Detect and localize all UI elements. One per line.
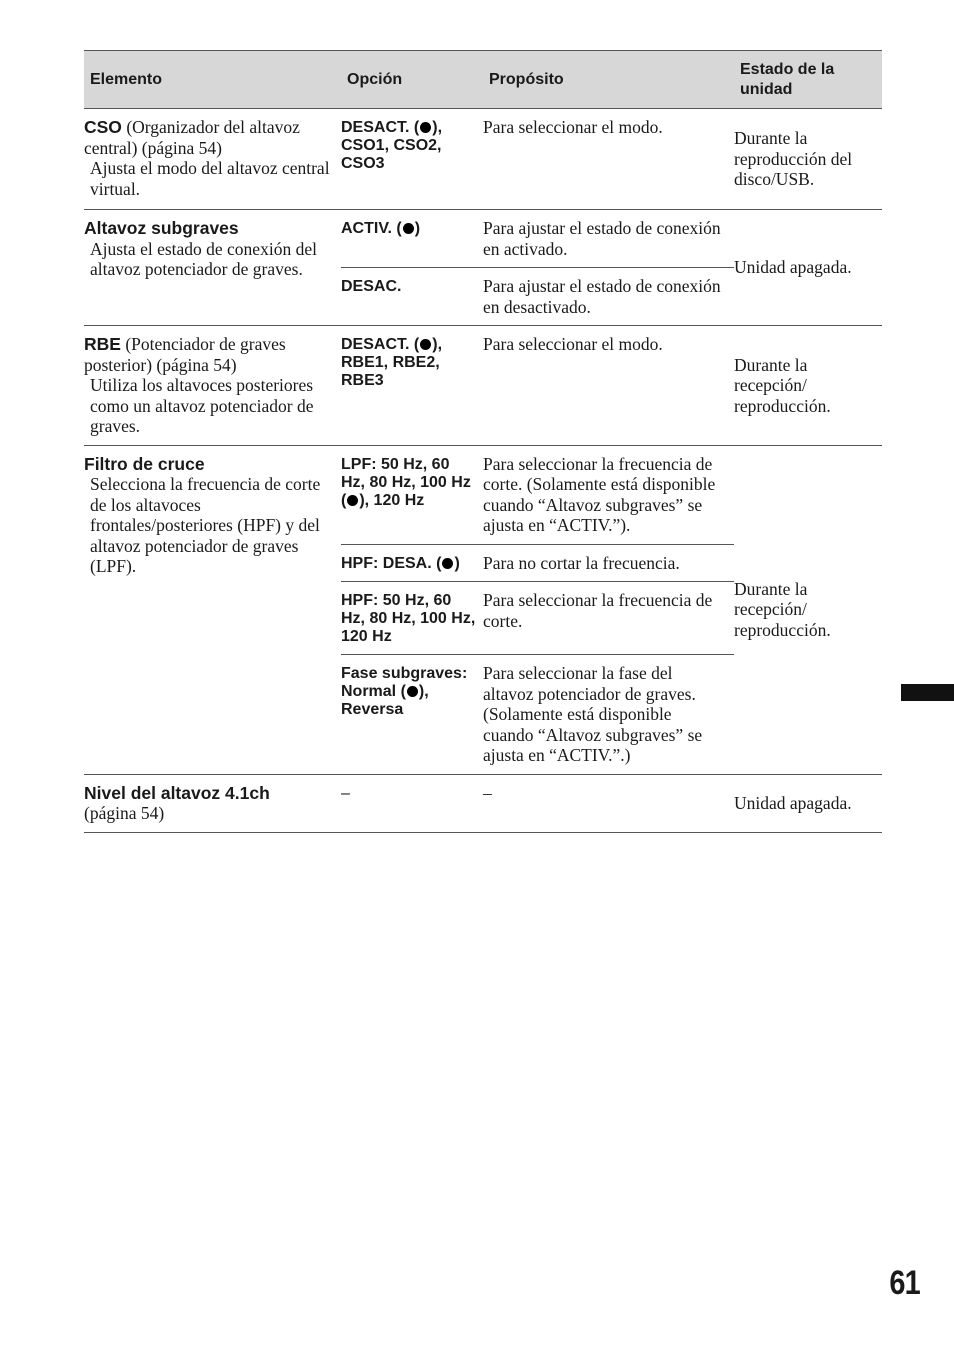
purpose-cell: Para seleccionar el modo. [483, 326, 734, 446]
item-title-suffix: (Potenciador de graves posterior) (página 54) [84, 334, 286, 375]
option-text: ACTIV. ( [341, 220, 402, 237]
purpose-cell: – [483, 774, 734, 832]
option-text: Fase subgraves: Normal ( [341, 665, 468, 700]
option-cell: DESAC. [341, 268, 483, 326]
item-title: Filtro de cruce [84, 453, 205, 474]
purpose-cell: Para seleccionar la fase del altavoz potenciador de graves. (Solamente está disponible cuando “Altavoz subgraves” se ajusta en “ACTIV.”.) [483, 655, 734, 775]
item-title: CSO [84, 117, 122, 137]
header-purpose: Propósito [483, 51, 734, 109]
state-cell: Durante la recepción/ reproducción. [734, 326, 882, 446]
item-description: Selecciona la frecuencia de corte de los altavoces frontales/posteriores (HPF) y del altavoz potenciador de graves (LPF). [90, 474, 321, 576]
settings-table [84, 50, 882, 833]
table-row-cso [84, 109, 882, 210]
item-cell [84, 445, 341, 774]
purpose-cell: Para seleccionar el modo. [483, 109, 734, 210]
default-dot-icon [407, 686, 418, 697]
item-description: Ajusta el modo del altavoz central virtual. [90, 158, 330, 199]
item-cell [84, 774, 341, 832]
default-dot-icon [420, 339, 431, 350]
item-title: Altavoz subgraves [84, 218, 239, 238]
state-cell: Unidad apagada. [734, 774, 882, 832]
item-title: RBE [84, 334, 121, 354]
header-row [84, 51, 882, 109]
item-cell [84, 326, 341, 446]
purpose-cell: Para ajustar el estado de conexión en desactivado. [483, 268, 734, 326]
option-text: ), Reversa [341, 683, 429, 718]
default-dot-icon [403, 223, 414, 234]
table-row-rbe [84, 326, 882, 446]
option-text: ), 120 Hz [359, 491, 425, 509]
option-text: LPF: 50 Hz, 60 Hz, 80 Hz, 100 Hz ( [341, 455, 471, 509]
item-description: Utiliza los altavoces posteriores como un altavoz potenciador de graves. [90, 375, 314, 436]
table-row-subwoofer [84, 210, 882, 268]
option-cell [341, 544, 483, 582]
item-title: Nivel del altavoz 4.1ch [84, 782, 270, 803]
header-option: Opción [341, 51, 483, 109]
option-text: ) [454, 554, 460, 572]
option-cell [341, 326, 483, 446]
purpose-cell: Para seleccionar la frecuencia de corte. [483, 582, 734, 655]
option-text: ), CSO1, CSO2, CSO3 [341, 119, 443, 172]
option-cell [341, 655, 483, 775]
default-dot-icon [420, 122, 431, 133]
table-row-level [84, 774, 882, 832]
option-text: HPF: DESA. ( [341, 554, 442, 572]
option-cell: – [341, 774, 483, 832]
option-cell [341, 210, 483, 268]
item-description: Ajusta el estado de conexión del altavoz potenciador de graves. [90, 238, 317, 279]
state-cell: Unidad apagada. [734, 210, 882, 326]
purpose-cell: Para ajustar el estado de conexión en activado. [483, 210, 734, 268]
section-tab-marker [901, 684, 954, 701]
option-cell [341, 109, 483, 210]
default-dot-icon [442, 558, 453, 569]
option-text: ), RBE1, RBE2, RBE3 [341, 336, 443, 389]
purpose-cell: Para no cortar la frecuencia. [483, 544, 734, 582]
header-element: Elemento [84, 51, 341, 109]
state-cell: Durante la reproducción del disco/USB. [734, 109, 882, 210]
table-row-crossover [84, 445, 882, 544]
default-dot-icon [347, 495, 358, 506]
item-title-suffix: (Organizador del altavoz central) (página 54) [84, 117, 300, 158]
item-cell [84, 109, 341, 210]
purpose-cell: Para seleccionar la frecuencia de corte. (Solamente está disponible cuando “Altavoz subgraves” se ajusta en “ACTIV.”). [483, 445, 734, 544]
option-text: DESACT. ( [341, 336, 420, 353]
page-number: 61 [889, 1264, 920, 1302]
option-cell [341, 445, 483, 544]
header-state: Estado de la unidad [734, 51, 882, 109]
option-text: ) [414, 220, 421, 237]
state-cell: Durante la recepción/ reproducción. [734, 445, 882, 774]
item-cell [84, 210, 341, 326]
option-text: DESACT. ( [341, 119, 420, 136]
item-title-suffix: (página 54) [84, 803, 165, 823]
option-cell: HPF: 50 Hz, 60 Hz, 80 Hz, 100 Hz, 120 Hz [341, 582, 483, 655]
